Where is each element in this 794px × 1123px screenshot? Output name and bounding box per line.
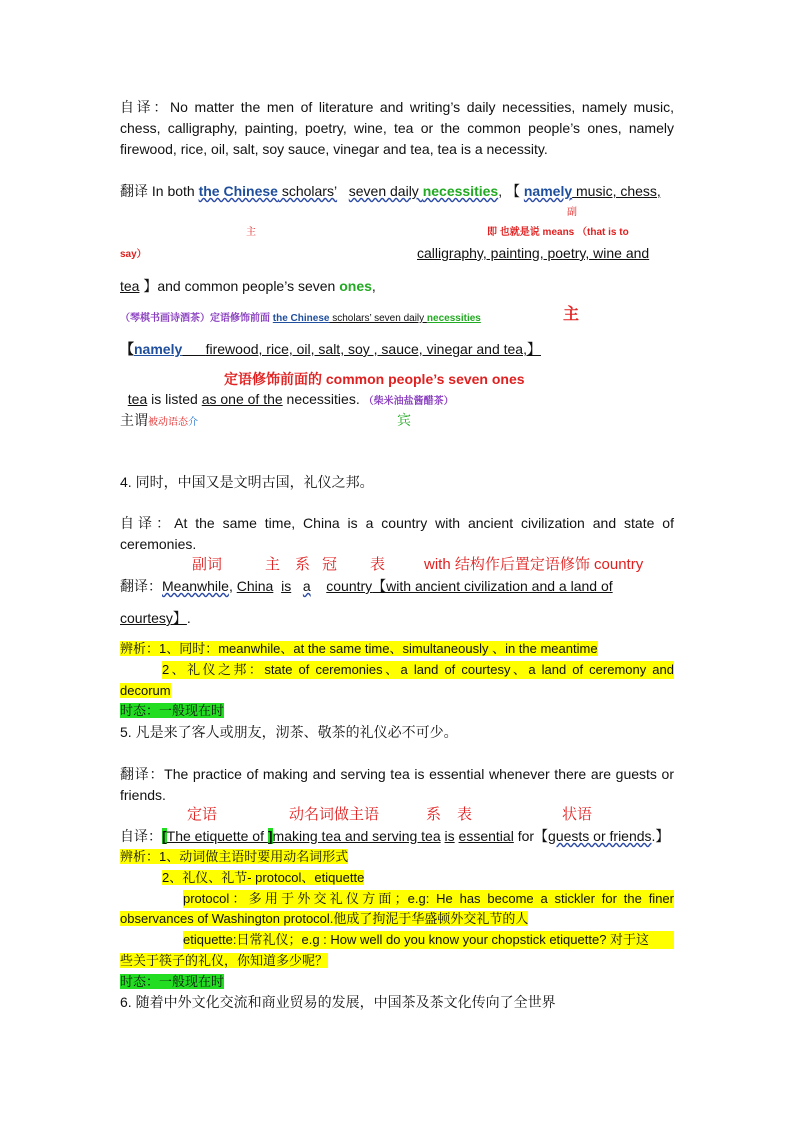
section-4-tense: 时态：一般现在时 bbox=[120, 703, 225, 718]
with-phrase: 【with ancient civilization and a land of bbox=[372, 578, 613, 594]
listed-line bbox=[120, 390, 454, 411]
a: a bbox=[302, 578, 311, 594]
zhuwei: 主谓 bbox=[120, 412, 148, 428]
music-chess: music, chess, bbox=[572, 183, 661, 199]
necessities: necessities bbox=[422, 183, 499, 199]
annotation-fu: 副 bbox=[567, 207, 577, 218]
section-4-bianxi-1: 辨析：1、同时：meanwhile、at the same time、simultaneously 、in the meantime bbox=[120, 641, 598, 656]
scholars: scholars’ bbox=[277, 183, 338, 199]
section-5-protocol-1: protocol：多用于外交礼仪方面；e.g: He has become a stickler for the finer bbox=[183, 891, 674, 906]
section-5-self bbox=[120, 827, 669, 845]
ann-fuci: 副词 bbox=[192, 556, 223, 573]
meanwhile: Meanwhile bbox=[162, 578, 229, 594]
making: making tea and serving tea bbox=[272, 828, 441, 844]
ann-with: with 结构作后置定语修饰 country bbox=[424, 556, 644, 573]
necessities-2: necessities. bbox=[282, 391, 364, 407]
section-5-translation-2: friends. bbox=[120, 787, 166, 803]
bracket-open: , 【 bbox=[498, 183, 524, 199]
namely-word-2: namely bbox=[134, 341, 183, 357]
section-5-protocol-2: observances of Washington protocol.他成了拘泥于华盛顿外交礼节的人 bbox=[120, 911, 529, 926]
comma: , bbox=[371, 278, 376, 294]
text: In both bbox=[148, 183, 199, 199]
is-5: is bbox=[444, 828, 455, 844]
section-5-etiquette-1: etiquette:日常礼仪；e.g : How well do you know your chopstick etiquette? 对于这 bbox=[183, 931, 674, 949]
section-4-self-line-2: ceremonies. bbox=[120, 536, 197, 552]
fanyi-label: 翻译： bbox=[120, 578, 162, 594]
bin-label: 宾 bbox=[397, 412, 411, 428]
is: is bbox=[281, 578, 292, 594]
ann-dongming: 动名词做主语 bbox=[289, 806, 380, 823]
ann-biao-5: 表 bbox=[457, 806, 473, 823]
section-4-self-line-1: 自译：At the same time, China is a country with ancient civilization and state of bbox=[120, 515, 674, 531]
qin-note: （琴棋书画诗酒茶）定语修饰前面 bbox=[120, 313, 273, 324]
grammar-labels bbox=[120, 411, 198, 432]
bracket-1: [ bbox=[162, 828, 167, 844]
section-5-translation-1: 翻译：The practice of making and serving tea is essential whenever there are guests or bbox=[120, 766, 674, 782]
self-translation-line-1: 自译：No matter the men of literature and writing’s daily necessities, namely music, bbox=[120, 99, 674, 115]
end-5: .】 bbox=[651, 828, 670, 844]
section-4-heading: 4. 同时，中国又是文明古国，礼仪之邦。 bbox=[120, 474, 374, 490]
section-4-translation bbox=[120, 577, 613, 595]
annotation-zhu-2: 主 bbox=[563, 306, 580, 323]
ann-guan: 冠 bbox=[322, 556, 338, 573]
qin-the-chinese: the Chinese bbox=[272, 313, 330, 324]
qin-note-line bbox=[120, 310, 481, 328]
section-5-bianxi-2: 2、礼仪、礼节- protocol、etiquette bbox=[162, 870, 365, 885]
qin-necessities: necessities bbox=[426, 313, 481, 324]
self-translation-line-3: firewood, rice, oil, salt, soy sauce, vinegar and tea, tea is a necessity. bbox=[120, 141, 548, 157]
ann-biao: 表 bbox=[370, 556, 386, 573]
ann-zhuangyu: 状语 bbox=[562, 806, 593, 823]
zi-label: 自译： bbox=[120, 828, 162, 844]
qin-scholars: scholars’ seven daily bbox=[329, 313, 427, 324]
bracket: 【 bbox=[120, 341, 134, 357]
as-one: as one of the bbox=[201, 391, 283, 407]
section-4-bianxi-2: 2、礼仪之邦：state of ceremonies、a land of courtesy、a land of ceremony and bbox=[162, 662, 674, 677]
attr-note: 定语修饰前面的 common people’s seven ones bbox=[224, 371, 525, 387]
section-4-translation-2 bbox=[120, 609, 191, 627]
ann-xi: 系 bbox=[295, 556, 311, 573]
calligraphy-line: calligraphy, painting, poetry, wine and bbox=[417, 245, 650, 261]
chai-note: （柴米油盐酱醋茶） bbox=[363, 396, 454, 407]
country: country bbox=[326, 578, 373, 594]
self-translation-line-2: chess, calligraphy, painting, poetry, wine, tea or the common people’s ones, namely bbox=[120, 120, 674, 136]
annotation-say: say） bbox=[120, 249, 147, 260]
bracket-2: ] bbox=[267, 828, 273, 844]
section-4-bianxi-2b: decorum bbox=[120, 683, 171, 698]
fanyi-label: 翻译 bbox=[120, 183, 148, 199]
section-6-heading: 6. 随着中外文化交流和商业贸易的发展，中国茶及茶文化传向了全世界 bbox=[120, 994, 556, 1010]
annotation-means: 即 也就是说 means （that is to bbox=[487, 227, 629, 238]
section-5-bianxi-1: 辨析：1、动词做主语时要用动名词形式 bbox=[120, 849, 349, 864]
section-5-etiquette-2: 些关于筷子的礼仪，你知道多少呢？ bbox=[120, 953, 329, 968]
section-5-heading: 5. 凡是来了客人或朋友，沏茶、敬茶的礼仪必不可少。 bbox=[120, 724, 458, 740]
annotation-zhu: 主 bbox=[246, 227, 256, 238]
for: for【 bbox=[513, 828, 549, 844]
is-listed: is listed bbox=[147, 391, 202, 407]
essential: essential bbox=[458, 828, 514, 844]
translation-line-1 bbox=[120, 182, 661, 200]
namely-word: namely bbox=[523, 183, 573, 199]
section-5-tense: 时态：一般现在时 bbox=[120, 974, 225, 989]
jie: 介 bbox=[188, 417, 198, 428]
end: . bbox=[186, 610, 191, 626]
namely-firewood-line bbox=[120, 340, 541, 358]
ones-word: ones bbox=[339, 278, 372, 294]
tea-word-2: tea bbox=[127, 391, 148, 407]
ann-zhu: 主 bbox=[265, 556, 281, 573]
and-common: 】and common people’s seven bbox=[139, 278, 340, 294]
courtesy: courtesy】 bbox=[120, 610, 187, 626]
comma: , bbox=[228, 578, 237, 594]
firewood-text: firewood, rice, oil, salt, soy , sauce, vinegar and tea,】 bbox=[205, 341, 541, 357]
seven-daily: seven daily bbox=[348, 183, 423, 199]
etiquette-of: The etiquette of bbox=[166, 828, 268, 844]
ann-xi-5: 系 bbox=[426, 806, 442, 823]
the-chinese: the Chinese bbox=[198, 183, 278, 199]
tea-word: tea bbox=[120, 278, 140, 294]
beidong: 被动语态 bbox=[148, 417, 188, 428]
ann-dingyu: 定语 bbox=[187, 806, 218, 823]
china: China bbox=[236, 578, 274, 594]
guests: guests or friends bbox=[548, 828, 652, 844]
translation-line-tea bbox=[120, 277, 376, 295]
